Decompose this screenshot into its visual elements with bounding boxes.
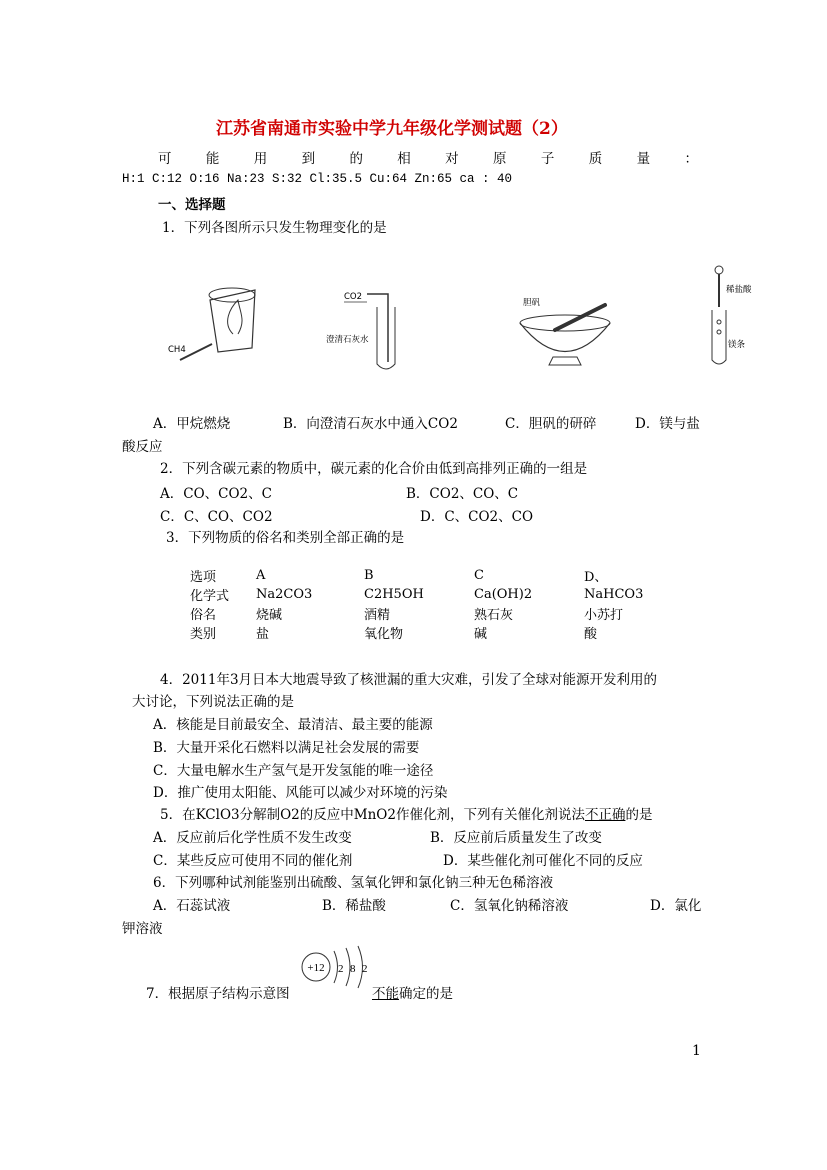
q1-option-a: A．甲烷燃烧 xyxy=(153,416,231,432)
q2-option-a: A．CO、CO2、C xyxy=(160,486,272,502)
co2-label: CO2 xyxy=(344,292,363,302)
table-cell: D、 xyxy=(584,570,608,585)
nucleus-label: +12 xyxy=(307,962,325,974)
table-row xyxy=(190,623,644,642)
table-cell: Na2CO3 xyxy=(256,587,313,602)
atomic-mass-label-char: 可 xyxy=(158,151,172,167)
bluevitriol-label: 胆矾 xyxy=(523,298,541,308)
q2-stem: 2．下列含碳元素的物质中，碳元素的化合价由低到高排列正确的一组是 xyxy=(160,461,588,477)
q5-option-c: C．某些反应可使用不同的催化剂 xyxy=(153,853,353,869)
atomic-mass-label-char: 相 xyxy=(397,151,411,167)
shell-1-count: 2 xyxy=(338,963,344,975)
table-cell: 化学式 xyxy=(190,589,230,604)
q4-option-a: A．核能是目前最安全、最清洁、最主要的能源 xyxy=(153,717,433,733)
q2-option-c: C．C、CO、CO2 xyxy=(160,509,273,525)
atomic-mass-label-char: 用 xyxy=(253,151,268,167)
q7-stem-emphasis: 不能 xyxy=(372,986,399,1002)
atom-structure-diagram xyxy=(300,945,380,990)
q1-option-c: C．胆矾的研碎 xyxy=(505,416,597,432)
atomic-mass-label-char: 到 xyxy=(301,151,316,167)
q6-option-b: B．稀盐酸 xyxy=(322,898,386,914)
q3-stem: 3．下列物质的俗名和类别全部正确的是 xyxy=(166,530,405,546)
atomic-mass-label-char: 质 xyxy=(588,151,603,167)
mg-acid-figure xyxy=(700,262,790,372)
q6-option-a: A．石蕊试液 xyxy=(153,898,231,914)
table-cell: 类别 xyxy=(190,627,217,642)
q7-stem-rest xyxy=(372,982,453,1002)
table-cell: B xyxy=(364,568,374,583)
q6-option-d: D．氯化 xyxy=(650,898,702,914)
table-cell: 小苏打 xyxy=(584,608,624,623)
q1-stem: 1．下列各图所示只发生物理变化的是 xyxy=(162,220,387,236)
page-number: 1 xyxy=(692,1043,701,1059)
shell-3-count: 2 xyxy=(362,963,368,975)
q2-option-b: B．CO2、CO、C xyxy=(406,486,519,502)
atomic-mass-label-char: 对 xyxy=(445,151,459,167)
table-cell: C xyxy=(474,568,484,583)
table-cell: 俗名 xyxy=(190,608,217,623)
atomic-mass-label xyxy=(158,147,698,167)
q1-option-b: B．向澄清石灰水中通入CO2 xyxy=(283,416,458,432)
q5-option-d: D．某些催化剂可催化不同的反应 xyxy=(443,853,643,869)
atomic-mass-label-char: ： xyxy=(684,151,698,167)
q6-option-c: C．氢氧化钠稀溶液 xyxy=(450,898,569,914)
q1-option-d-cont: 酸反应 xyxy=(122,439,163,455)
q5-stem-pre: 5．在KClO3分解制O2的反应中MnO2作催化剂，下列有关催化剂说法 xyxy=(160,807,585,823)
atomic-masses: H:1 C:12 O:16 Na:23 S:32 Cl:35.5 Cu:64 Zn:65 ca : 40 xyxy=(122,172,513,186)
q7-stem-post: 确定的是 xyxy=(399,986,453,1002)
q7-stem-pre: 7．根据原子结构示意图 xyxy=(146,986,290,1002)
table-cell: 熟石灰 xyxy=(474,608,514,623)
hcl-label: 稀盐酸 xyxy=(726,285,752,295)
table-cell: 烧碱 xyxy=(256,608,283,623)
atomic-mass-label-char: 子 xyxy=(540,151,555,167)
q5-stem-post: 的是 xyxy=(625,807,653,823)
table-cell: 碱 xyxy=(474,627,488,642)
table-cell: C2H5OH xyxy=(364,587,424,602)
q2-option-d: D．C、CO2、CO xyxy=(420,509,534,525)
table-cell: 盐 xyxy=(256,627,270,642)
q4-option-c: C．大量电解水生产氢气是开发氢能的唯一途径 xyxy=(153,763,434,779)
ch4-label: CH4 xyxy=(168,345,186,355)
q5-stem-emphasis: 不正确 xyxy=(584,807,626,823)
limewater-label: 澄清石灰水 xyxy=(326,335,369,345)
table-cell: A xyxy=(256,568,266,583)
page-title: 江苏省南通市实验中学九年级化学测试题（2） xyxy=(216,119,568,139)
table-cell: Ca(OH)2 xyxy=(474,587,533,602)
table-row xyxy=(190,585,644,604)
q1-option-d: D．镁与盐 xyxy=(635,416,700,432)
shell-2-count: 8 xyxy=(350,963,356,975)
table-cell: 氧化物 xyxy=(364,627,404,642)
table-row xyxy=(190,566,644,585)
q5-stem xyxy=(160,803,652,823)
q6-option-d-cont: 钾溶液 xyxy=(122,921,163,937)
q6-stem: 6．下列哪种试剂能鉴别出硫酸、氢氧化钾和氯化钠三种无色稀溶液 xyxy=(153,875,554,891)
section-heading: 一、选择题 xyxy=(158,197,226,213)
table-cell: 酒精 xyxy=(364,608,391,623)
table-cell: NaHCO3 xyxy=(584,587,644,602)
mortar-figure xyxy=(515,285,615,370)
q4-stem-cont: 大讨论，下列说法正确的是 xyxy=(132,694,294,710)
mg-label: 镁条 xyxy=(728,340,746,350)
atomic-mass-label-char: 能 xyxy=(205,151,220,167)
atomic-mass-label-char: 的 xyxy=(349,151,363,167)
q5-option-b: B．反应前后质量发生了改变 xyxy=(430,830,602,846)
q3-table xyxy=(190,566,644,642)
atomic-mass-label-char: 量 xyxy=(636,151,651,167)
limewater-figure xyxy=(322,282,402,377)
methane-burning-figure xyxy=(160,268,270,368)
table-row xyxy=(190,604,644,623)
table-cell: 选项 xyxy=(190,570,217,585)
q5-option-a: A．反应前后化学性质不发生改变 xyxy=(153,830,352,846)
q4-option-b: B．大量开采化石燃料以满足社会发展的需要 xyxy=(153,740,420,756)
q4-stem: 4．2011年3月日本大地震导致了核泄漏的重大灾难，引发了全球对能源开发利用的 xyxy=(160,672,658,688)
q4-option-d: D．推广使用太阳能、风能可以减少对环境的污染 xyxy=(153,785,448,801)
atomic-mass-label-char: 原 xyxy=(493,151,507,167)
table-cell: 酸 xyxy=(584,627,598,642)
